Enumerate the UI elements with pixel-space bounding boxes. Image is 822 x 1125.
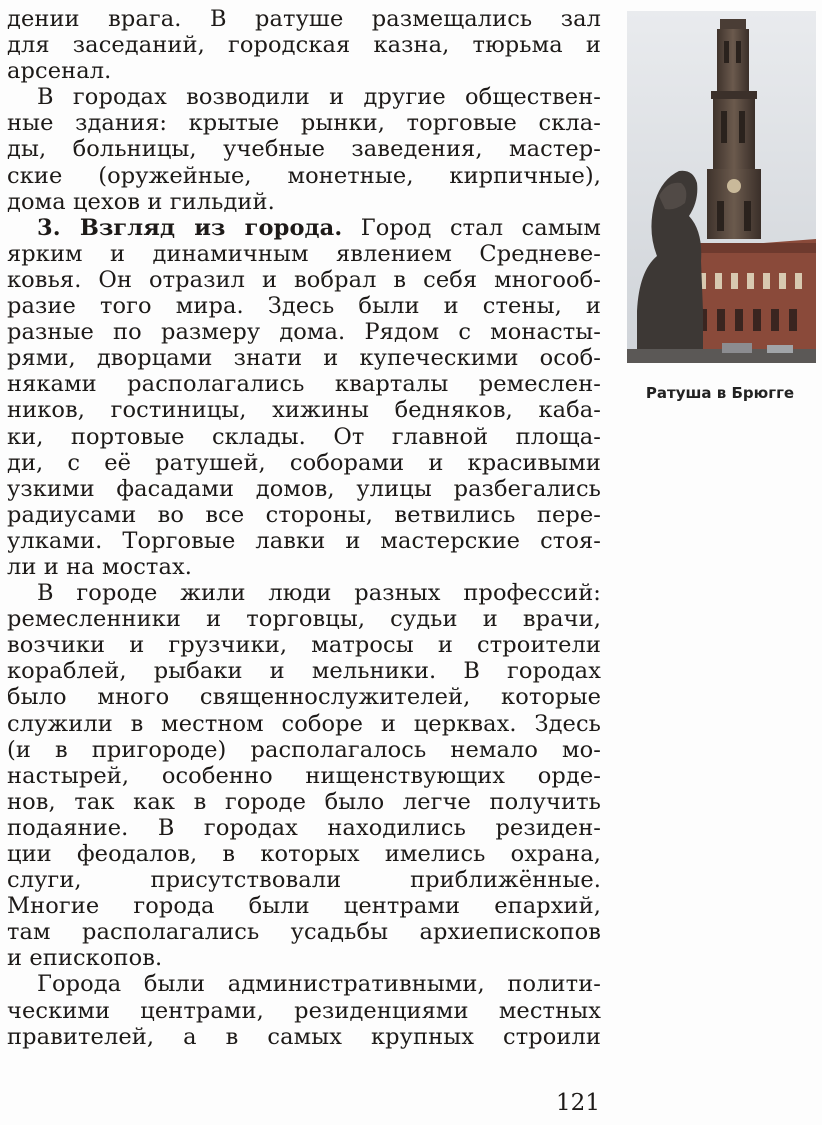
text-line: и епископов. bbox=[7, 945, 163, 972]
text-line: няками располагались кварталы ремеслен- bbox=[7, 371, 601, 398]
text-line: В городах возводили и другие обществен- bbox=[37, 84, 601, 111]
belfry-illustration bbox=[627, 11, 816, 363]
text-line: рями, дворцами знати и купеческими особ- bbox=[7, 345, 601, 372]
text-line: служили в местном соборе и церквах. Здесь bbox=[7, 710, 601, 737]
text-line: кораблей, рыбаки и мельники. В городах bbox=[7, 658, 601, 685]
hall-building bbox=[687, 239, 816, 351]
text-line: ки, портовые склады. От главной площа- bbox=[7, 423, 601, 450]
text-line: разие того мира. Здесь были и стены, и bbox=[7, 293, 601, 320]
tower-middle bbox=[713, 99, 755, 169]
bruges-town-hall-photo bbox=[627, 11, 816, 363]
text-line: дении врага. В ратуше размещались зал bbox=[7, 6, 601, 32]
text-line: Города были административными, полити- bbox=[37, 971, 601, 998]
section-heading-line bbox=[7, 215, 601, 241]
body-text bbox=[7, 6, 601, 1050]
text-line: радиусами во все стороны, ветвились пере- bbox=[7, 501, 601, 528]
text-line: арсенал. bbox=[7, 58, 112, 85]
text-line: ческими центрами, резиденциями местных bbox=[7, 997, 601, 1024]
paragraph-1 bbox=[7, 6, 601, 84]
text-line: там располагались усадьбы архиепископов bbox=[7, 919, 601, 946]
section-heading: 3. Взгляд из города. bbox=[37, 214, 343, 241]
text-line: для заседаний, городская казна, тюрьма и bbox=[7, 32, 601, 59]
text-line: В городе жили люди разных профессий: bbox=[37, 580, 601, 607]
text-line: улками. Торговые лавки и мастерские стоя- bbox=[7, 527, 601, 554]
text-line: ции феодалов, в которых имелись охрана, bbox=[7, 841, 601, 867]
text-line: разные по размеру дома. Рядом с монасты- bbox=[7, 319, 601, 346]
paragraph-2 bbox=[7, 84, 601, 214]
tower-upper bbox=[717, 29, 749, 91]
text-line: правителей, а в самых крупных строили bbox=[7, 1023, 601, 1050]
text-line: ные здания: крытые рынки, торговые скла- bbox=[7, 110, 601, 137]
clock bbox=[727, 179, 741, 193]
text-line: настырей, особенно нищенствующих орде- bbox=[7, 762, 601, 789]
text-line: ды, больницы, учебные заведения, мастер- bbox=[7, 136, 601, 163]
paragraph-5 bbox=[7, 971, 601, 1049]
text-line: ников, гостиницы, хижины бедняков, каба- bbox=[7, 397, 601, 424]
text-line: ремесленники и торговцы, судьи и врачи, bbox=[7, 606, 601, 633]
text-line: слуги, присутствовали приближённые. bbox=[7, 867, 601, 894]
page-number: 121 bbox=[556, 1090, 600, 1116]
section-3 bbox=[7, 215, 601, 580]
text-line: ярким и динамичным явлением Средневе- bbox=[7, 240, 601, 267]
text-line: ские (оружейные, монетные, кирпичные), bbox=[7, 162, 601, 189]
text-line: Многие города были центрами епархий, bbox=[7, 893, 601, 920]
text-line: подаяние. В городах находились резиден- bbox=[7, 814, 601, 841]
section-heading-rest: Город стал самым bbox=[342, 214, 601, 241]
text-line: (и в пригороде) располагалось немало мо- bbox=[7, 736, 601, 763]
text-line: нов, так как в городе было легче получить bbox=[7, 788, 601, 815]
text-line: ли и на мостах. bbox=[7, 553, 193, 580]
text-line: возчики и грузчики, матросы и строители bbox=[7, 632, 601, 659]
text-line: узкими фасадами домов, улицы разбегались bbox=[7, 475, 601, 502]
text-line: было много священнослужителей, которые bbox=[7, 684, 601, 711]
text-line: ди, с её ратушей, соборами и красивыми bbox=[7, 449, 601, 476]
paragraph-4 bbox=[7, 580, 601, 971]
text-line: ковья. Он отразил и вобрал в себя многооб- bbox=[7, 266, 601, 293]
text-line: дома цехов и гильдий. bbox=[7, 188, 275, 215]
figure-caption: Ратуша в Брюгге bbox=[645, 384, 795, 402]
tower-crown bbox=[720, 19, 746, 29]
